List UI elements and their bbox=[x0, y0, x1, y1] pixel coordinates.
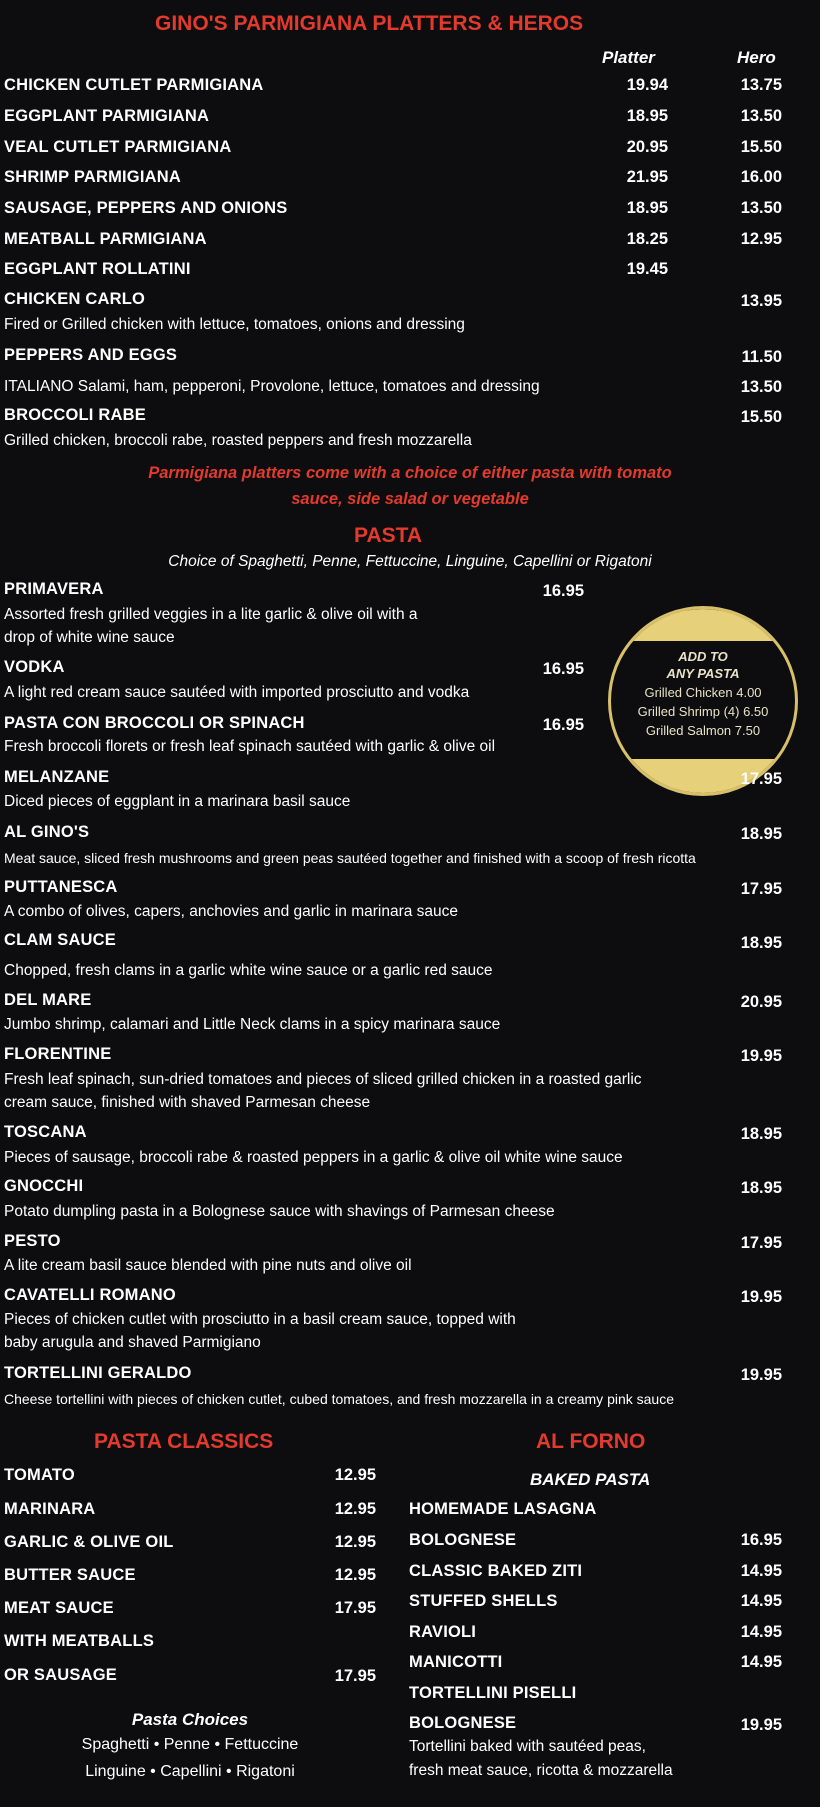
item-price: 19.95 bbox=[740, 1288, 782, 1306]
badge-addon: Grilled Shrimp (4) 6.50 bbox=[637, 704, 769, 719]
menu-item-name: TORTELLINI GERALDO bbox=[4, 1364, 192, 1382]
item-price: 14.95 bbox=[740, 1562, 782, 1580]
platter-price: 21.95 bbox=[626, 168, 668, 186]
platter-price: 18.95 bbox=[626, 107, 668, 125]
item-price: 17.95 bbox=[334, 1667, 376, 1685]
item-price: 18.95 bbox=[740, 825, 782, 843]
item-price: 18.95 bbox=[740, 1179, 782, 1197]
menu-item-description: A light red cream sauce sautéed with imported prosciutto and vodka bbox=[4, 684, 470, 701]
pasta-title: PASTA bbox=[354, 524, 423, 547]
item-price: 12.95 bbox=[334, 1533, 376, 1551]
menu-item-name: GNOCCHI bbox=[4, 1177, 84, 1195]
menu-item-name: MARINARA bbox=[4, 1500, 96, 1518]
menu-item-name: TORTELLINI PISELLI bbox=[409, 1684, 577, 1702]
menu-item-name: SHRIMP PARMIGIANA bbox=[4, 168, 181, 186]
hero-column-header: Hero bbox=[737, 48, 776, 67]
item-price: 19.95 bbox=[740, 1047, 782, 1065]
item-price: 20.95 bbox=[740, 993, 782, 1011]
menu-item-name: PASTA CON BROCCOLI OR SPINACH bbox=[4, 714, 305, 732]
menu-item-name: STUFFED SHELLS bbox=[409, 1592, 558, 1610]
menu-item-description: Fresh broccoli florets or fresh leaf spinach sautéed with garlic & olive oil bbox=[4, 738, 496, 755]
menu-item-description: A lite cream basil sauce blended with pine nuts and olive oil bbox=[4, 1257, 412, 1274]
hero-price: 11.50 bbox=[741, 348, 782, 366]
menu-item-name: BOLOGNESE bbox=[409, 1714, 517, 1732]
menu-item-description: drop of white wine sauce bbox=[4, 629, 175, 646]
menu-item-description: Pieces of sausage, broccoli rabe & roasted peppers in a garlic & olive oil white wine sauce bbox=[4, 1149, 623, 1166]
platter-price: 18.25 bbox=[626, 230, 668, 248]
menu-item-name: CHICKEN CARLO bbox=[4, 290, 146, 308]
item-price: 17.95 bbox=[740, 1234, 782, 1252]
item-price: 17.95 bbox=[740, 770, 782, 788]
menu-item-name: PESTO bbox=[4, 1232, 61, 1250]
menu-item-name: MEAT SAUCE bbox=[4, 1599, 114, 1617]
menu-item-description: Jumbo shrimp, calamari and Little Neck clams in a spicy marinara sauce bbox=[4, 1016, 501, 1033]
item-price: 19.95 bbox=[740, 1716, 782, 1734]
platter-price: 18.95 bbox=[626, 199, 668, 217]
item-price: 12.95 bbox=[334, 1500, 376, 1518]
add-to-pasta-badge bbox=[608, 606, 798, 796]
menu-item-name: BUTTER SAUCE bbox=[4, 1566, 136, 1584]
menu-item-description: A combo of olives, capers, anchovies and garlic in marinara sauce bbox=[4, 903, 459, 920]
hero-price: 13.50 bbox=[740, 199, 782, 217]
menu-item-description: Pieces of chicken cutlet with prosciutto in a basil cream sauce, topped with bbox=[4, 1311, 516, 1328]
menu-item-name: EGGPLANT ROLLATINI bbox=[4, 260, 191, 278]
menu-item-description: Cheese tortellini with pieces of chicken cutlet, cubed tomatoes, and fresh mozzarella in a creamy pink sauce bbox=[4, 1391, 675, 1407]
item-price: 17.95 bbox=[334, 1599, 376, 1617]
item-price: 18.95 bbox=[740, 934, 782, 952]
menu-item-name: AL GINO'S bbox=[4, 823, 90, 841]
menu-item-description: Grilled chicken, broccoli rabe, roasted peppers and fresh mozzarella bbox=[4, 432, 472, 449]
menu-item-description: Fired or Grilled chicken with lettuce, tomatoes, onions and dressing bbox=[4, 316, 465, 333]
menu-item-name: BROCCOLI RABE bbox=[4, 406, 146, 424]
item-price: 16.95 bbox=[740, 1531, 782, 1549]
hero-price: 13.50 bbox=[740, 378, 782, 396]
item-price: 16.95 bbox=[542, 716, 584, 734]
hero-price: 15.50 bbox=[740, 408, 782, 426]
menu-item-description: baby arugula and shaved Parmigiano bbox=[4, 1334, 261, 1351]
pasta-choices-list: Linguine • Capellini • Rigatoni bbox=[85, 1763, 295, 1780]
pasta-subtitle: Choice of Spaghetti, Penne, Fettuccine, Linguine, Capellini or Rigatoni bbox=[168, 553, 652, 570]
menu-item-name: MEATBALL PARMIGIANA bbox=[4, 230, 207, 248]
item-price: 14.95 bbox=[740, 1623, 782, 1641]
item-price: 16.95 bbox=[542, 660, 584, 678]
hero-price: 15.50 bbox=[740, 138, 782, 156]
item-price: 18.95 bbox=[740, 1125, 782, 1143]
menu-item-description: Assorted fresh grilled veggies in a lite garlic & olive oil with a bbox=[4, 606, 418, 623]
badge-addon: Grilled Chicken 4.00 bbox=[644, 685, 762, 700]
pasta-choices-list: Spaghetti • Penne • Fettuccine bbox=[81, 1736, 299, 1753]
parmigiana-title: GINO'S PARMIGIANA PLATTERS & HEROS bbox=[155, 12, 584, 35]
menu-item-name: PRIMAVERA bbox=[4, 580, 104, 598]
platter-price: 19.45 bbox=[626, 260, 668, 278]
menu-item-name: DEL MARE bbox=[4, 991, 92, 1009]
menu-item-name: WITH MEATBALLS bbox=[4, 1632, 155, 1650]
item-price: 12.95 bbox=[334, 1566, 376, 1584]
menu-item-name: MELANZANE bbox=[4, 768, 110, 786]
menu-item-name: ITALIANO Salami, ham, pepperoni, Provolone, lettuce, tomatoes and dressing bbox=[4, 378, 540, 395]
menu-item-name: TOMATO bbox=[4, 1466, 75, 1484]
platter-column-header: Platter bbox=[602, 48, 655, 67]
menu-item-description: Fresh leaf spinach, sun-dried tomatoes and pieces of sliced grilled chicken in a roasted garlic bbox=[4, 1071, 642, 1088]
menu-item-description: Tortellini baked with sautéed peas, bbox=[409, 1738, 646, 1755]
menu-item-name: TOSCANA bbox=[4, 1123, 87, 1141]
menu-item-name: CAVATELLI ROMANO bbox=[4, 1286, 176, 1304]
platter-price: 20.95 bbox=[626, 138, 668, 156]
menu-item-name: MANICOTTI bbox=[409, 1653, 503, 1671]
menu-item-name: PEPPERS AND EGGS bbox=[4, 346, 178, 364]
item-price: 17.95 bbox=[740, 880, 782, 898]
parmigiana-note: sauce, side salad or vegetable bbox=[291, 490, 529, 508]
menu-item-name: OR SAUSAGE bbox=[4, 1666, 117, 1684]
platter-price: 19.94 bbox=[626, 76, 668, 94]
hero-price: 13.50 bbox=[740, 107, 782, 125]
menu-item-name: BOLOGNESE bbox=[409, 1531, 517, 1549]
menu-item-name: CLAM SAUCE bbox=[4, 931, 116, 949]
menu-item-description: Diced pieces of eggplant in a marinara basil sauce bbox=[4, 793, 351, 810]
menu-item-description: Chopped, fresh clams in a garlic white wine sauce or a garlic red sauce bbox=[4, 962, 493, 979]
menu-item-name: CHICKEN CUTLET PARMIGIANA bbox=[4, 76, 264, 94]
hero-price: 12.95 bbox=[740, 230, 782, 248]
menu-item-name: VODKA bbox=[4, 658, 65, 676]
item-price: 14.95 bbox=[740, 1653, 782, 1671]
pasta-choices-title: Pasta Choices bbox=[131, 1710, 249, 1729]
parmigiana-note: Parmigiana platters come with a choice of either pasta with tomato bbox=[148, 464, 672, 482]
item-price: 12.95 bbox=[334, 1466, 376, 1484]
menu-item-name: FLORENTINE bbox=[4, 1045, 112, 1063]
menu-item-name: SAUSAGE, PEPPERS AND ONIONS bbox=[4, 199, 288, 217]
menu-item-description: cream sauce, finished with shaved Parmesan cheese bbox=[4, 1094, 371, 1111]
menu-item-name: EGGPLANT PARMIGIANA bbox=[4, 107, 210, 125]
item-price: 14.95 bbox=[740, 1592, 782, 1610]
hero-price: 13.95 bbox=[740, 292, 782, 310]
menu-item-name: VEAL CUTLET PARMIGIANA bbox=[4, 138, 232, 156]
badge-heading: ANY PASTA bbox=[666, 666, 740, 681]
menu-item-name: CLASSIC BAKED ZITI bbox=[409, 1562, 583, 1580]
item-price: 19.95 bbox=[740, 1366, 782, 1384]
al-forno-title: AL FORNO bbox=[536, 1430, 646, 1453]
menu-item-name: HOMEMADE LASAGNA bbox=[409, 1500, 597, 1518]
badge-gold-band bbox=[611, 609, 795, 641]
badge-addon: Grilled Salmon 7.50 bbox=[645, 723, 761, 738]
menu-item-description: Potato dumpling pasta in a Bolognese sauce with shavings of Parmesan cheese bbox=[4, 1203, 555, 1220]
item-price: 16.95 bbox=[542, 582, 584, 600]
hero-price: 16.00 bbox=[740, 168, 782, 186]
pasta-classics-title: PASTA CLASSICS bbox=[94, 1430, 274, 1453]
menu-item-name: RAVIOLI bbox=[409, 1623, 477, 1641]
menu-item-name: PUTTANESCA bbox=[4, 878, 118, 896]
menu-item-name: GARLIC & OLIVE OIL bbox=[4, 1533, 174, 1551]
al-forno-subtitle: BAKED PASTA bbox=[530, 1470, 651, 1489]
hero-price: 13.75 bbox=[740, 76, 782, 94]
menu-item-description: Meat sauce, sliced fresh mushrooms and green peas sautéed together and finished with a scoop of fresh ricotta bbox=[4, 850, 696, 866]
menu-item-description: fresh meat sauce, ricotta & mozzarella bbox=[409, 1762, 673, 1779]
badge-heading: ADD TO bbox=[678, 649, 728, 664]
